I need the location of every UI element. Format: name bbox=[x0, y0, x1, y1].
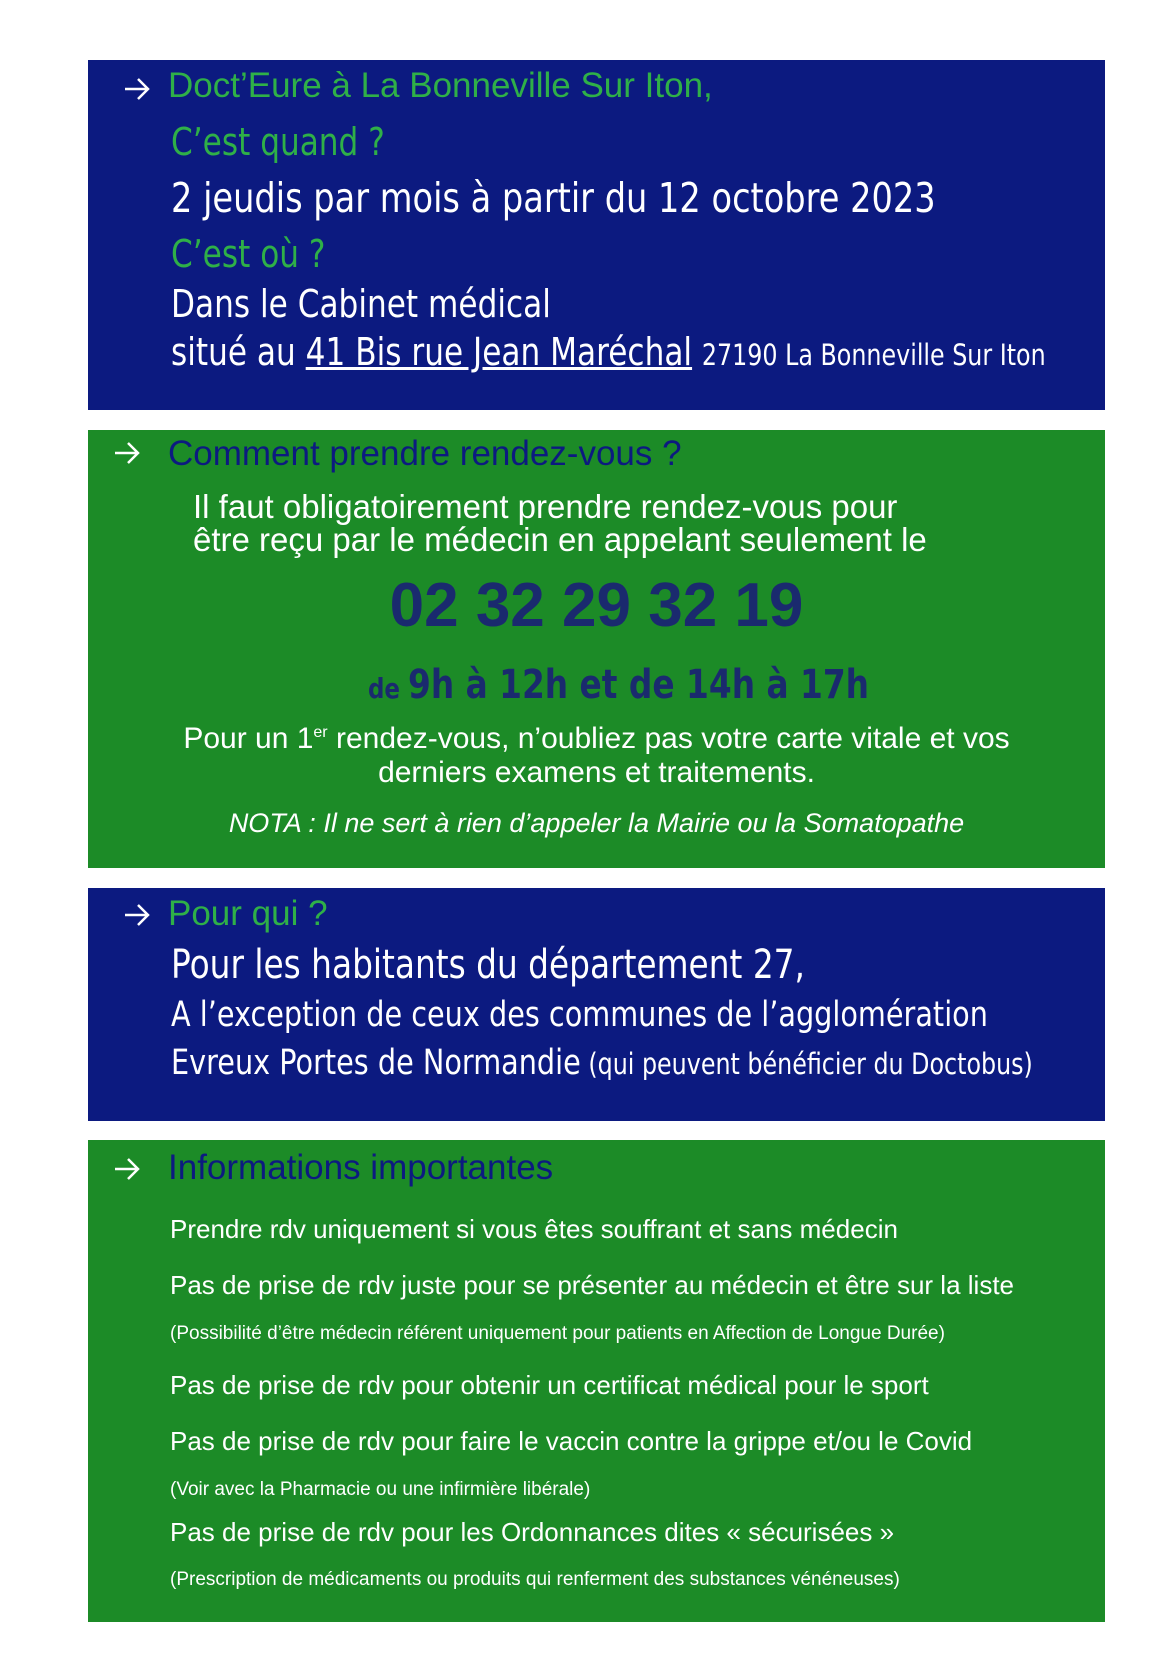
info-note: (Possibilité d’être médecin référent uniquement pour patients en Affection de Longue Durée) bbox=[170, 1323, 945, 1344]
section-appointment bbox=[88, 430, 1105, 868]
first-visit-line-1 bbox=[88, 722, 1105, 756]
section-info bbox=[88, 1140, 1105, 1622]
section-title: Pour qui ? bbox=[168, 894, 328, 933]
section-title: Doct’Eure à La Bonneville Sur Iton, bbox=[168, 66, 713, 105]
info-note: (Voir avec la Pharmacie ou une infirmière libérale) bbox=[170, 1479, 591, 1500]
phone-number[interactable]: 02 32 29 32 19 bbox=[389, 571, 804, 640]
arrow-right-icon bbox=[112, 438, 142, 468]
info-item: Pas de prise de rdv juste pour se présenter au médecin et être sur la liste bbox=[170, 1270, 1014, 1300]
where-address bbox=[171, 330, 1046, 374]
first-visit-pre: Pour un 1 bbox=[183, 722, 314, 755]
when-question: C’est quand ? bbox=[171, 120, 385, 164]
instruction-line-2: être reçu par le médecin en appelant seulement le bbox=[193, 521, 927, 558]
instruction-line-1: Il faut obligatoirement prendre rendez-vous pour bbox=[193, 488, 898, 525]
arrow-right-icon bbox=[122, 74, 152, 104]
first-visit-sup: er bbox=[313, 724, 328, 741]
hours-prefix: de bbox=[368, 672, 409, 705]
agglomeration-name: Evreux Portes de Normandie bbox=[171, 1043, 581, 1083]
where-line-1: Dans le Cabinet médical bbox=[171, 282, 551, 326]
nota: NOTA : Il ne sert à rien d’appeler la Mairie ou la Somatopathe bbox=[228, 808, 965, 838]
hours-value: 9h à 12h et de 14h à 17h bbox=[408, 662, 870, 708]
arrow-right-icon bbox=[112, 1154, 142, 1184]
info-item: Pas de prise de rdv pour faire le vaccin contre la grippe et/ou le Covid bbox=[170, 1426, 973, 1456]
info-item: Prendre rdv uniquement si vous êtes souffrant et sans médecin bbox=[170, 1214, 898, 1244]
street-address: 41 Bis rue Jean Maréchal bbox=[305, 330, 693, 374]
first-visit-post: rendez-vous, n’oubliez pas votre carte vitale et vos bbox=[327, 722, 1010, 755]
section-title: Comment prendre rendez-vous ? bbox=[168, 434, 682, 473]
doctobus-note: (qui peuvent bénéficier du Doctobus) bbox=[580, 1047, 1033, 1081]
who-line-1: Pour les habitants du département 27, bbox=[171, 942, 805, 988]
where-prefix: situé au bbox=[171, 330, 306, 374]
who-line-2: A l’exception de ceux des communes de l’agglomération bbox=[171, 995, 988, 1035]
section-who bbox=[88, 888, 1105, 1121]
where-question: C’est où ? bbox=[171, 232, 326, 276]
section-title: Informations importantes bbox=[168, 1148, 554, 1187]
first-visit-line-2: derniers examens et traitements. bbox=[378, 756, 815, 789]
when-answer: 2 jeudis par mois à partir du 12 octobre 2023 bbox=[171, 174, 936, 222]
city: 27190 La Bonneville Sur Iton bbox=[701, 338, 1046, 372]
who-line-3 bbox=[171, 1043, 1033, 1083]
phone-hours bbox=[368, 662, 869, 708]
info-item: Pas de prise de rdv pour obtenir un certificat médical pour le sport bbox=[170, 1370, 929, 1400]
arrow-right-icon bbox=[122, 900, 152, 930]
info-note: (Prescription de médicaments ou produits qui renferment des substances vénéneuses) bbox=[170, 1569, 900, 1590]
info-item: Pas de prise de rdv pour les Ordonnances dites « sécurisées » bbox=[170, 1517, 895, 1547]
section-when-where bbox=[88, 60, 1105, 410]
